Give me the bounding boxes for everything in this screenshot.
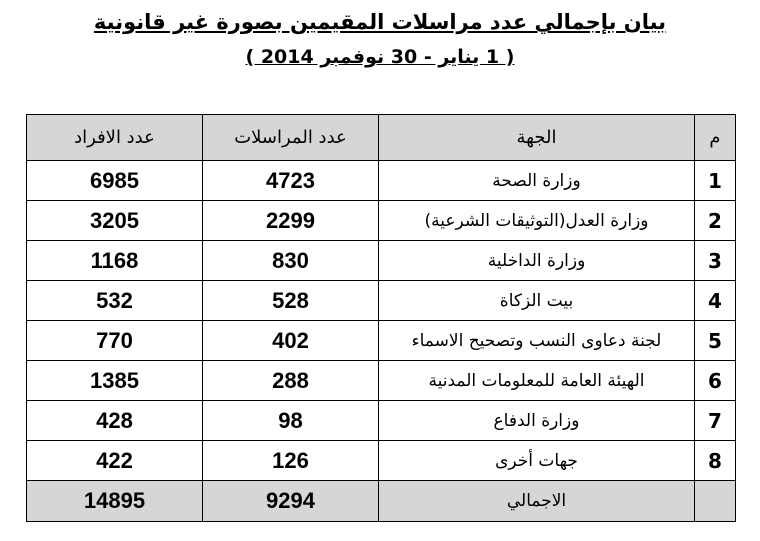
row-entity: بيت الزكاة bbox=[379, 281, 695, 321]
row-individuals: 770 bbox=[27, 321, 203, 361]
page-title: بيان بإجمالي عدد مراسلات المقيمين بصورة غير قانونية bbox=[93, 10, 667, 34]
table-row bbox=[27, 201, 736, 241]
total-individuals: 14895 bbox=[27, 481, 203, 522]
row-index: 2 bbox=[695, 201, 736, 241]
row-correspondences: 98 bbox=[203, 401, 379, 441]
row-correspondences: 126 bbox=[203, 441, 379, 481]
row-index: 8 bbox=[695, 441, 736, 481]
row-individuals: 422 bbox=[27, 441, 203, 481]
row-correspondences: 2299 bbox=[203, 201, 379, 241]
row-index: 4 bbox=[695, 281, 736, 321]
row-entity: لجنة دعاوى النسب وتصحيح الاسماء bbox=[379, 321, 695, 361]
row-individuals: 1385 bbox=[27, 361, 203, 401]
row-index: 5 bbox=[695, 321, 736, 361]
row-correspondences: 402 bbox=[203, 321, 379, 361]
row-individuals: 428 bbox=[27, 401, 203, 441]
date-range-subtitle: ( 1 يناير - 30 نوفمبر 2014 ) bbox=[245, 46, 515, 68]
total-label: الاجمالي bbox=[379, 481, 695, 522]
row-individuals: 532 bbox=[27, 281, 203, 321]
row-index: 1 bbox=[695, 161, 736, 201]
row-individuals: 1168 bbox=[27, 241, 203, 281]
row-index: 6 bbox=[695, 361, 736, 401]
table-row bbox=[27, 441, 736, 481]
row-entity: وزارة العدل(التوثيقات الشرعية) bbox=[379, 201, 695, 241]
header-entity: الجهة bbox=[379, 115, 695, 161]
total-correspondences: 9294 bbox=[203, 481, 379, 522]
table-row bbox=[27, 361, 736, 401]
row-correspondences: 830 bbox=[203, 241, 379, 281]
table-row bbox=[27, 321, 736, 361]
table-total-row bbox=[27, 481, 736, 522]
header-individuals: عدد الافراد bbox=[27, 115, 203, 161]
row-correspondences: 288 bbox=[203, 361, 379, 401]
row-entity: جهات أخرى bbox=[379, 441, 695, 481]
row-entity: وزارة الداخلية bbox=[379, 241, 695, 281]
row-individuals: 3205 bbox=[27, 201, 203, 241]
row-index: 7 bbox=[695, 401, 736, 441]
header-index: م bbox=[695, 115, 736, 161]
row-entity: وزارة الصحة bbox=[379, 161, 695, 201]
table-row bbox=[27, 281, 736, 321]
table-row bbox=[27, 401, 736, 441]
total-index bbox=[695, 481, 736, 522]
row-index: 3 bbox=[695, 241, 736, 281]
row-entity: وزارة الدفاع bbox=[379, 401, 695, 441]
table-header-row bbox=[27, 115, 736, 161]
table-row bbox=[27, 241, 736, 281]
header-correspondences: عدد المراسلات bbox=[203, 115, 379, 161]
row-entity: الهيئة العامة للمعلومات المدنية bbox=[379, 361, 695, 401]
row-correspondences: 528 bbox=[203, 281, 379, 321]
statistics-table bbox=[26, 114, 736, 522]
row-correspondences: 4723 bbox=[203, 161, 379, 201]
row-individuals: 6985 bbox=[27, 161, 203, 201]
table-row bbox=[27, 161, 736, 201]
